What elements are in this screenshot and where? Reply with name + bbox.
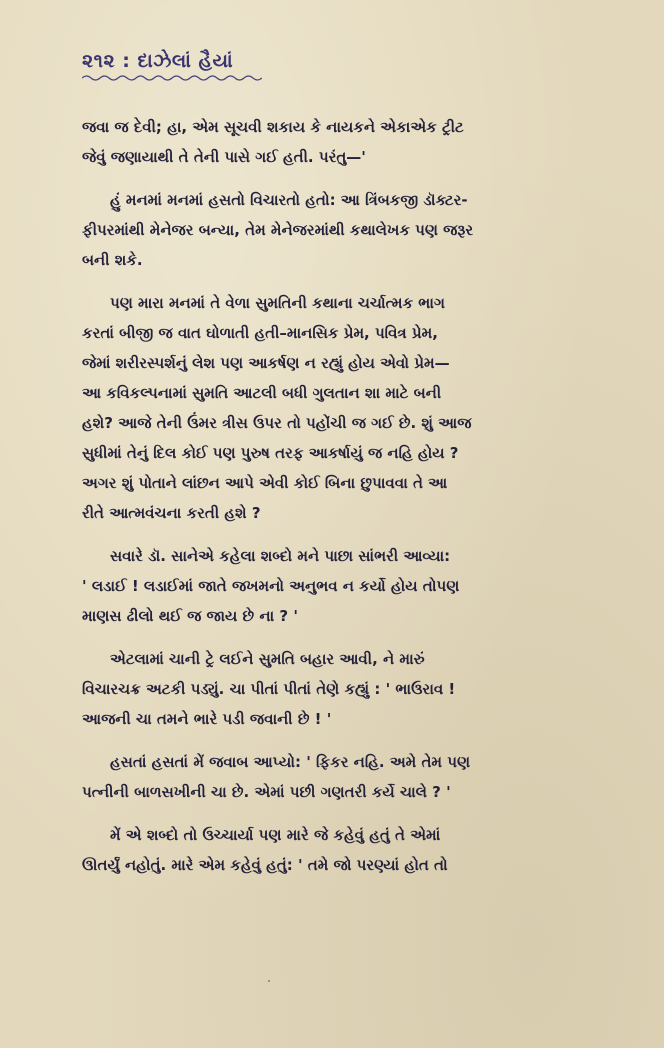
body-text	[82, 112, 598, 880]
paragraph	[82, 288, 598, 528]
text-line: ફીપરમાંથી મેનેજર બન્યા, તેમ મેનેજરમાંથી કથાલેખક પણ જરૂર	[82, 221, 474, 239]
decorative-wave-underline	[82, 74, 262, 82]
text-line: જેમાં શરીરસ્પર્શનું લેશ પણ આકર્ષણ ન રહ્યું હોય એવો પ્રેમ—	[82, 354, 450, 372]
paragraph	[82, 541, 598, 631]
text-line: આ કવિકલ્પનામાં સુમતિ આટલી બધી ગુલતાન શા માટે બની	[82, 384, 442, 402]
paragraph	[82, 185, 598, 275]
paragraph	[82, 112, 598, 172]
text-line: જવા જ દેવી; હા, એમ સૂચવી શકાય કે નાયકને એકાએક ટ્રીટ	[82, 118, 464, 136]
text-line: સવારે ડૉ. સાનેએ કહેલા શબ્દો મને પાછા સાંભરી આવ્યા:	[110, 547, 451, 565]
text-line: રીતે આત્મવંચના કરતી હશે ?	[82, 504, 261, 522]
text-line: ઊતર્યું નહોતું. મારે એમ કહેવું હતું: ' તમે જો પરણ્યાં હોત તો	[82, 856, 448, 874]
text-line: પત્નીની બાળસખીની ચા છે. એમાં પછી ગણતરી કર્યે ચાલે ? '	[82, 783, 451, 801]
text-line: માણસ ઢીલો થઈ જ જાય છે ના ? '	[82, 607, 298, 625]
text-line: કરતાં બીજી જ વાત ઘોળાતી હતી–માનસિક પ્રેમ, પવિત્ર પ્રેમ,	[82, 324, 438, 342]
text-line: વિચારચક્ર અટકી પડ્યું. ચા પીતાં પીતાં તેણે કહ્યું : ' ભાઉરાવ !	[82, 680, 456, 698]
text-line: અગર શું પોતાને લાંછન આપે એવી કોઈ બિના છુપાવવા તે આ	[82, 474, 448, 492]
text-line: જેવું જણાયાથી તે તેની પાસે ગઈ હતી. પરંતુ—'	[82, 148, 366, 166]
text-line: હશે? આજે તેની ઉંમર ત્રીસ ઉપર તો પહોંચી જ ગઈ છે. શું આજ	[82, 414, 472, 432]
text-line: એટલામાં ચાની ટ્રે લઈને સુમતિ બહાર આવી, ને મારું	[110, 650, 425, 668]
text-line: પણ મારા મનમાં તે વેળા સુમતિની કથાના ચર્ચાત્મક ભાગ	[110, 294, 445, 312]
paragraph	[82, 747, 598, 807]
running-header	[82, 50, 262, 82]
text-line: મેં એ શબ્દો તો ઉચ્ચાર્યા પણ મારે જે કહેવું હતું તે એમાં	[110, 826, 441, 844]
text-line: આજની ચા તમને ભારે પડી જવાની છે ! '	[82, 710, 332, 728]
text-line: ' લડાઈ ! લડાઈમાં જાતે જખમનો અનુભવ ન કર્યો હોય તોપણ	[82, 577, 460, 595]
paragraph	[82, 644, 598, 734]
text-line: બની શકે.	[82, 251, 143, 269]
text-line: સુધીમાં તેનું દિલ કોઈ પણ પુરુષ તરફ આકર્ષાયું જ નહિ હોય ?	[82, 444, 459, 462]
text-line: હું મનમાં મનમાં હસતો વિચારતો હતો: આ ત્રિંબકજી ડૉક્ટર-	[110, 191, 468, 209]
page-number-and-chapter-title: ૨૧૨ : દાઝેલાં હૈયાં	[82, 50, 234, 72]
ink-speck	[268, 980, 270, 982]
paragraph	[82, 820, 598, 880]
text-line: હસતાં હસતાં મેં જવાબ આપ્યો: ' ફિકર નહિ. અમે તેમ પણ	[110, 753, 471, 771]
